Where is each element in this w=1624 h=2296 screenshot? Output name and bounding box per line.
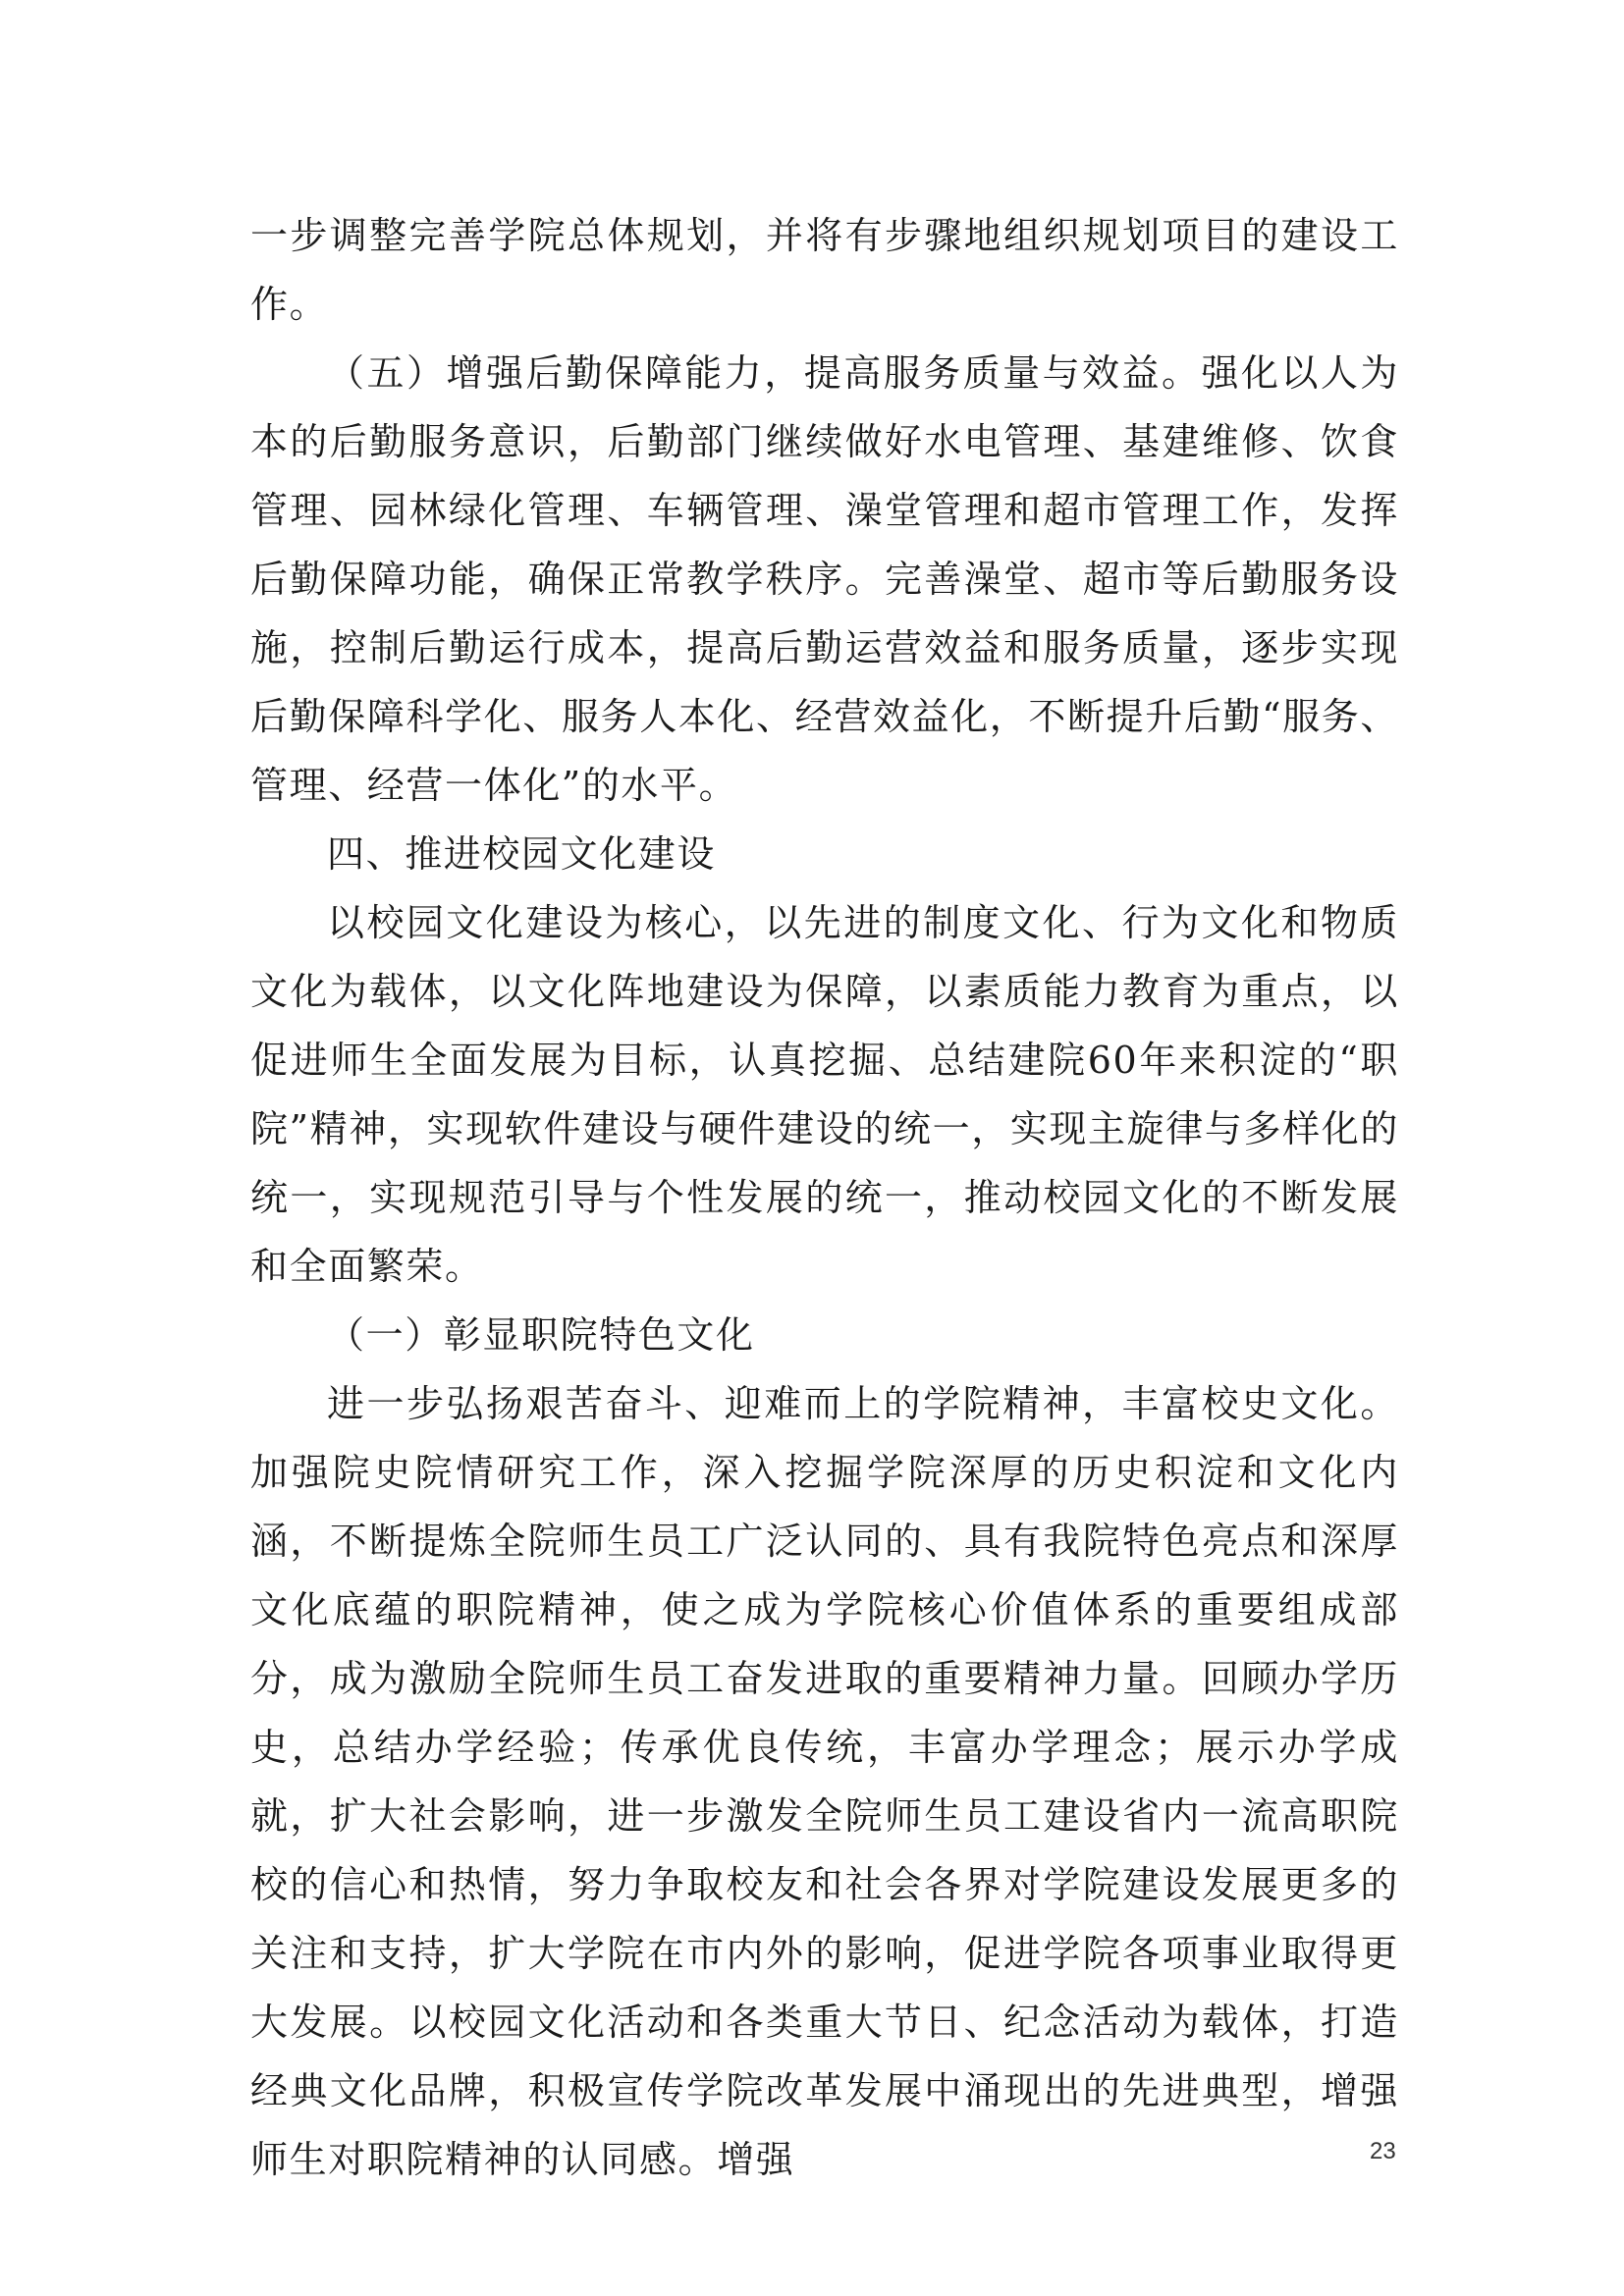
paragraph-special-culture: 进一步弘扬艰苦奋斗、迎难而上的学院精神，丰富校史文化。加强院史院情研究工作，深入挖掘学院深厚的历史积淀和文化内涵，不断提炼全院师生员工广泛认同的、具有我院特色亮点和深厚文化底蕴的职院精神，使之成为学院核心价值体系的重要组成部分，成为激励全院师生员工奋发进取的重要精神力量。回顾办学历史，总结办学经验；传承优良传统，丰富办学理念；展示办学成就，扩大社会影响，进一步激发全院师生员工建设省内一流高职院校的信心和热情，努力争取校友和社会各界对学院建设发展更多的关注和支持，扩大学院在市内外的影响，促进学院各项事业取得更大发展。以校园文化活动和各类重大节日、纪念活动为载体，打造经典文化品牌，积极宣传学院改革发展中涌现出的先进典型，增强师生对职院精神的认同感。增强 <box>250 1382 1399 2181</box>
paragraph-campus-culture: 以校园文化建设为核心，以先进的制度文化、行为文化和物质文化为载体，以文化阵地建设为保障，以素质能力教育为重点，以促进师生全面发展为目标，认真挖掘、总结建院60年来积淀的“职院”精神，实现软件建设与硬件建设的统一，实现主旋律与多样化的统一，实现规范引导与个性发展的统一，推动校园文化的不断发展和全面繁荣。 <box>250 901 1399 1288</box>
subsection-heading-special-culture: （一）彰显职院特色文化 <box>327 1313 755 1357</box>
document-body <box>250 201 1399 2194</box>
paragraph-logistics: （五）增强后勤保障能力，提高服务质量与效益。强化以人为本的后勤服务意识，后勤部门继续做好水电管理、基建维修、饮食管理、园林绿化管理、车辆管理、澡堂管理和超市管理工作，发挥后勤保障功能，确保正常教学秩序。完善澡堂、超市等后勤服务设施，控制后勤运行成本，提高后勤运营效益和服务质量，逐步实现后勤保障科学化、服务人本化、经营效益化，不断提升后勤“服务、管理、经营一体化”的水平。 <box>250 351 1399 807</box>
page-number: 23 <box>1370 2138 1396 2164</box>
paragraph-continued: 一步调整完善学院总体规划，并将有步骤地组织规划项目的建设工作。 <box>250 214 1399 326</box>
section-heading-campus-culture: 四、推进校园文化建设 <box>327 832 717 876</box>
